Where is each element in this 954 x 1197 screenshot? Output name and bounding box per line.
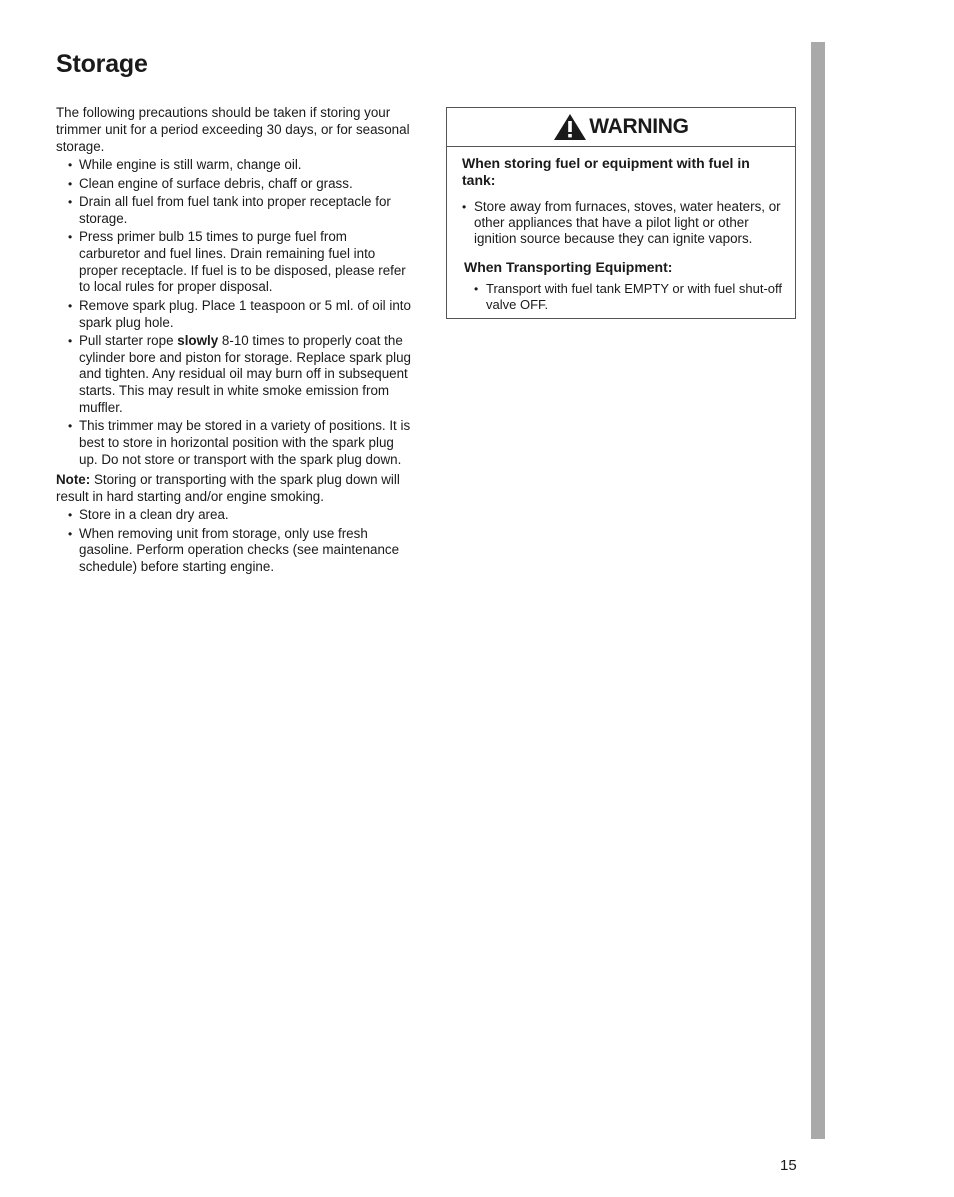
list-item: • Transport with fuel tank EMPTY or with fuel shut-off valve OFF. [474, 281, 783, 313]
list-item: • Drain all fuel from fuel tank into proper receptacle for storage. [56, 194, 411, 228]
intro-paragraph: The following precautions should be taken if storing your trimmer unit for a period exceeding 30 days, or for seasonal storage. [56, 105, 410, 154]
pull-emphasis: slowly [177, 332, 219, 348]
fuel-storage-list [462, 199, 783, 247]
transport-heading: When Transporting Equipment: [464, 259, 673, 275]
transport-list [474, 281, 783, 313]
note-paragraph [56, 472, 411, 506]
warning-label: WARNING [589, 115, 689, 138]
pull-suffix: 8-10 times to properly coat the cylinder bore and piston for storage. Replace spark plug and tighten. Any residual oil may burn off in subsequent starts. This may result in white smoke emission from muffler. [79, 332, 411, 416]
list-item: • When removing unit from storage, only use fresh gasoline. Perform operation checks (see maintenance schedule) before starting engine. [56, 526, 411, 576]
storage-steps-list [56, 157, 411, 468]
side-bar [811, 42, 825, 1139]
warning-header [447, 108, 795, 147]
pull-prefix: Pull starter rope [79, 332, 178, 348]
fuel-storage-heading: When storing fuel or equipment with fuel in tank: [462, 155, 750, 188]
page-title: Storage [56, 50, 148, 78]
note-label: Note: [56, 471, 91, 487]
list-item: • Press primer bulb 15 times to purge fuel from carburetor and fuel lines. Drain remaining fuel into proper receptacle. If fuel is to be disposed, please refer to local rules for proper disposal. [56, 229, 411, 296]
list-item: • This trimmer may be stored in a variety of positions. It is best to store in horizontal position with the spark plug up. Do not store or transport with the spark plug down. [56, 418, 411, 468]
note-text: Storing or transporting with the spark plug down will result in hard starting and/or engine smoking. [56, 471, 400, 504]
warning-box [446, 107, 796, 319]
storage-steps-list-2 [56, 507, 411, 576]
warning-body [447, 147, 795, 313]
page-number: 15 [780, 1157, 797, 1174]
list-item: • Store away from furnaces, stoves, water heaters, or other appliances that have a pilot light or other ignition source because they can ignite vapors. [462, 199, 783, 247]
list-item [56, 333, 411, 417]
warning-triangle-icon [553, 113, 587, 141]
list-item: • While engine is still warm, change oil. [56, 157, 411, 174]
list-item: • Clean engine of surface debris, chaff or grass. [56, 176, 411, 193]
list-item: • Store in a clean dry area. [56, 507, 411, 524]
list-item: • Remove spark plug. Place 1 teaspoon or 5 ml. of oil into spark plug hole. [56, 298, 411, 332]
storage-instructions [56, 105, 411, 579]
